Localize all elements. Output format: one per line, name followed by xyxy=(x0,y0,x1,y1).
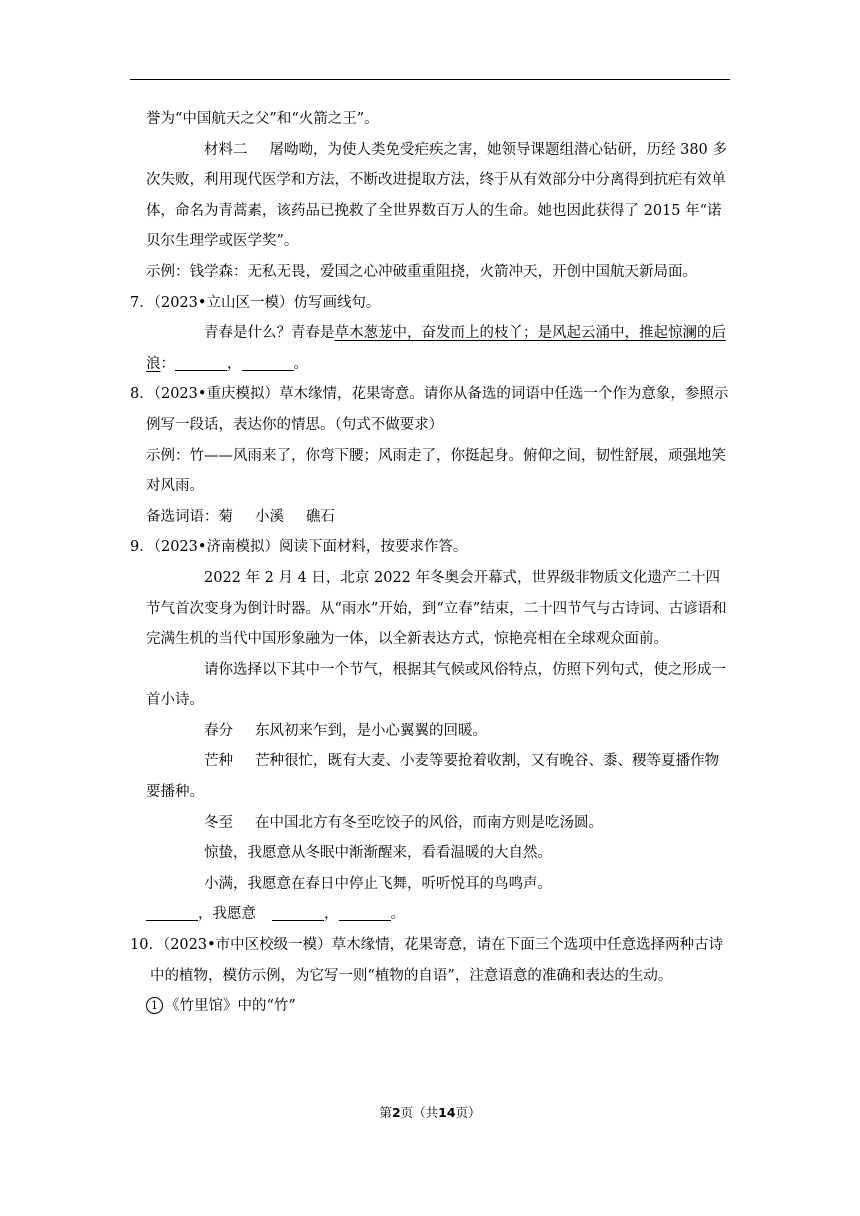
question-10-prompt xyxy=(130,930,730,991)
page-footer xyxy=(0,1103,860,1121)
question-9-material: 2022 年 2 月 4 日，北京 2022 年冬奥会开幕式，世界级非物质文化遗产二十四节气首次变身为倒计时器。从“雨水”开始，到“立春”结束，二十四节气与古诗词、古谚语和完满生机的当代中国形象融为一体，以全新表达方式，惊艳亮相在全球观众面前。 xyxy=(146,569,727,648)
footer-middle: 页（共 xyxy=(400,1105,439,1120)
question-7-text: （2023•立山区一模）仿写画线句。 xyxy=(153,294,381,311)
question-10-option-1-text: 《竹里馆》中的“竹” xyxy=(165,998,296,1015)
solar-term-text: 东风初来乍到，是小心翼翼的回暖。 xyxy=(255,722,487,739)
question-9-blank-1[interactable] xyxy=(146,906,198,922)
question-9-fill-comma: ， xyxy=(324,906,339,923)
solar-term-name: 冬至 xyxy=(204,814,233,831)
header-rule xyxy=(130,79,730,80)
question-8-option: 小溪 xyxy=(255,508,284,525)
footer-prefix: 第 xyxy=(379,1105,392,1120)
question-8-example: 示例：竹——风雨来了，你弯下腰；风雨走了，你挺起身。俯仰之间，韧性舒展，顽强地笑对风雨。 xyxy=(146,447,726,495)
solar-term-line xyxy=(130,716,730,747)
question-7-colon: ： xyxy=(160,355,175,372)
question-8-text: （2023•重庆模拟）草木缘情，花果寄意。请你从备选的词语中任选一个作为意象，参照示例写一段话，表达你的情思。（句式不做要求） xyxy=(146,386,729,433)
circled-number-1: 1 xyxy=(146,997,163,1014)
material-two-text: 屠呦呦，为使人类免受疟疾之害，她领导课题组潜心钻研，历经 380 多次失败，利用现代医学和方法，不断改进提取方法，终于从有效部分中分离得到抗疟有效单体，命名为青蒿素，该药品已挽救了全世界数百万人的生命。她也因此获得了 2015 年“诺贝尔生理学或医学奖”。 xyxy=(146,141,727,250)
question-8-options xyxy=(130,502,730,533)
question-7-underlined-sentence: 草木葱茏中，奋发而上的枝丫；是风起云涌中，推起惊澜的后浪 xyxy=(146,325,726,372)
document-body xyxy=(130,104,730,1022)
solar-term-name: 春分 xyxy=(204,722,233,739)
question-9-text: （2023•济南模拟）阅读下面材料，按要求作答。 xyxy=(153,539,468,556)
question-7-blank-2[interactable] xyxy=(242,355,294,371)
question-8-options-label: 备选词语： xyxy=(146,508,219,525)
question-7-comma: ， xyxy=(227,355,242,372)
solar-term-text: 在中国北方有冬至吃饺子的风俗，而南方则是吃汤圆。 xyxy=(255,814,603,831)
question-9-fill-end: 。 xyxy=(390,906,405,923)
question-8-option: 礁石 xyxy=(306,508,335,525)
question-9-number: 9． xyxy=(130,539,154,556)
material-two-label: 材料二 xyxy=(204,141,248,158)
footer-suffix: 页） xyxy=(455,1105,481,1120)
question-9-poem-line-1: 惊蛰，我愿意从冬眠中渐渐醒来，看看温暖的大自然。 xyxy=(204,845,552,862)
question-8-prompt xyxy=(130,379,730,440)
question-9-poem-line-2: 小满，我愿意在春日中停止飞舞，听听悦耳的鸟鸣声。 xyxy=(204,875,552,892)
solar-term-text: 芒种很忙，既有大麦、小麦等要抢着收割，又有晚谷、黍、稷等夏播作物要播种。 xyxy=(146,753,719,801)
question-7-sentence xyxy=(130,318,730,379)
question-10-number: 10． xyxy=(130,937,163,954)
question-10-option-1 xyxy=(130,991,730,1022)
question-9-prompt xyxy=(130,532,730,563)
question-9-fill-line xyxy=(130,899,730,930)
current-page-number: 2 xyxy=(391,1105,401,1120)
question-9-blank-2[interactable] xyxy=(272,906,324,922)
question-7-prompt xyxy=(130,288,730,319)
question-8-number: 8． xyxy=(130,386,154,403)
question-10-text: （2023•市中区校级一模）草木缘情，花果寄意，请在下面三个选项中任意选择两种古诗中的植物，模仿示例，为它写一则“植物的自语”，注意语意的准确和表达的生动。 xyxy=(150,937,724,984)
solar-term-line xyxy=(130,808,730,839)
question-7-lead: 青春是什么？青春是 xyxy=(204,325,335,342)
question-8-option: 菊 xyxy=(218,508,233,525)
solar-term-line xyxy=(130,746,730,807)
solar-term-name: 芒种 xyxy=(204,753,233,770)
question-6-example: 示例：钱学森：无私无畏，爱国之心冲破重重阻挠，火箭冲天，开创中国航天新局面。 xyxy=(146,263,697,280)
total-page-number: 14 xyxy=(438,1105,456,1120)
question-7-period: 。 xyxy=(293,355,308,372)
question-9-fill-middle: ，我愿意 xyxy=(198,906,256,923)
question-9-blank-3[interactable] xyxy=(339,906,391,922)
question-7-blank-1[interactable] xyxy=(175,355,227,371)
material-two xyxy=(130,135,730,257)
question-7-number: 7． xyxy=(130,294,154,311)
question-9-instruction: 请你选择以下其中一个节气，根据其气候或风俗特点，仿照下列句式，使之形成一首小诗。 xyxy=(146,661,726,709)
material-one-tail: 誉为“中国航天之父”和“火箭之王”。 xyxy=(146,111,379,127)
